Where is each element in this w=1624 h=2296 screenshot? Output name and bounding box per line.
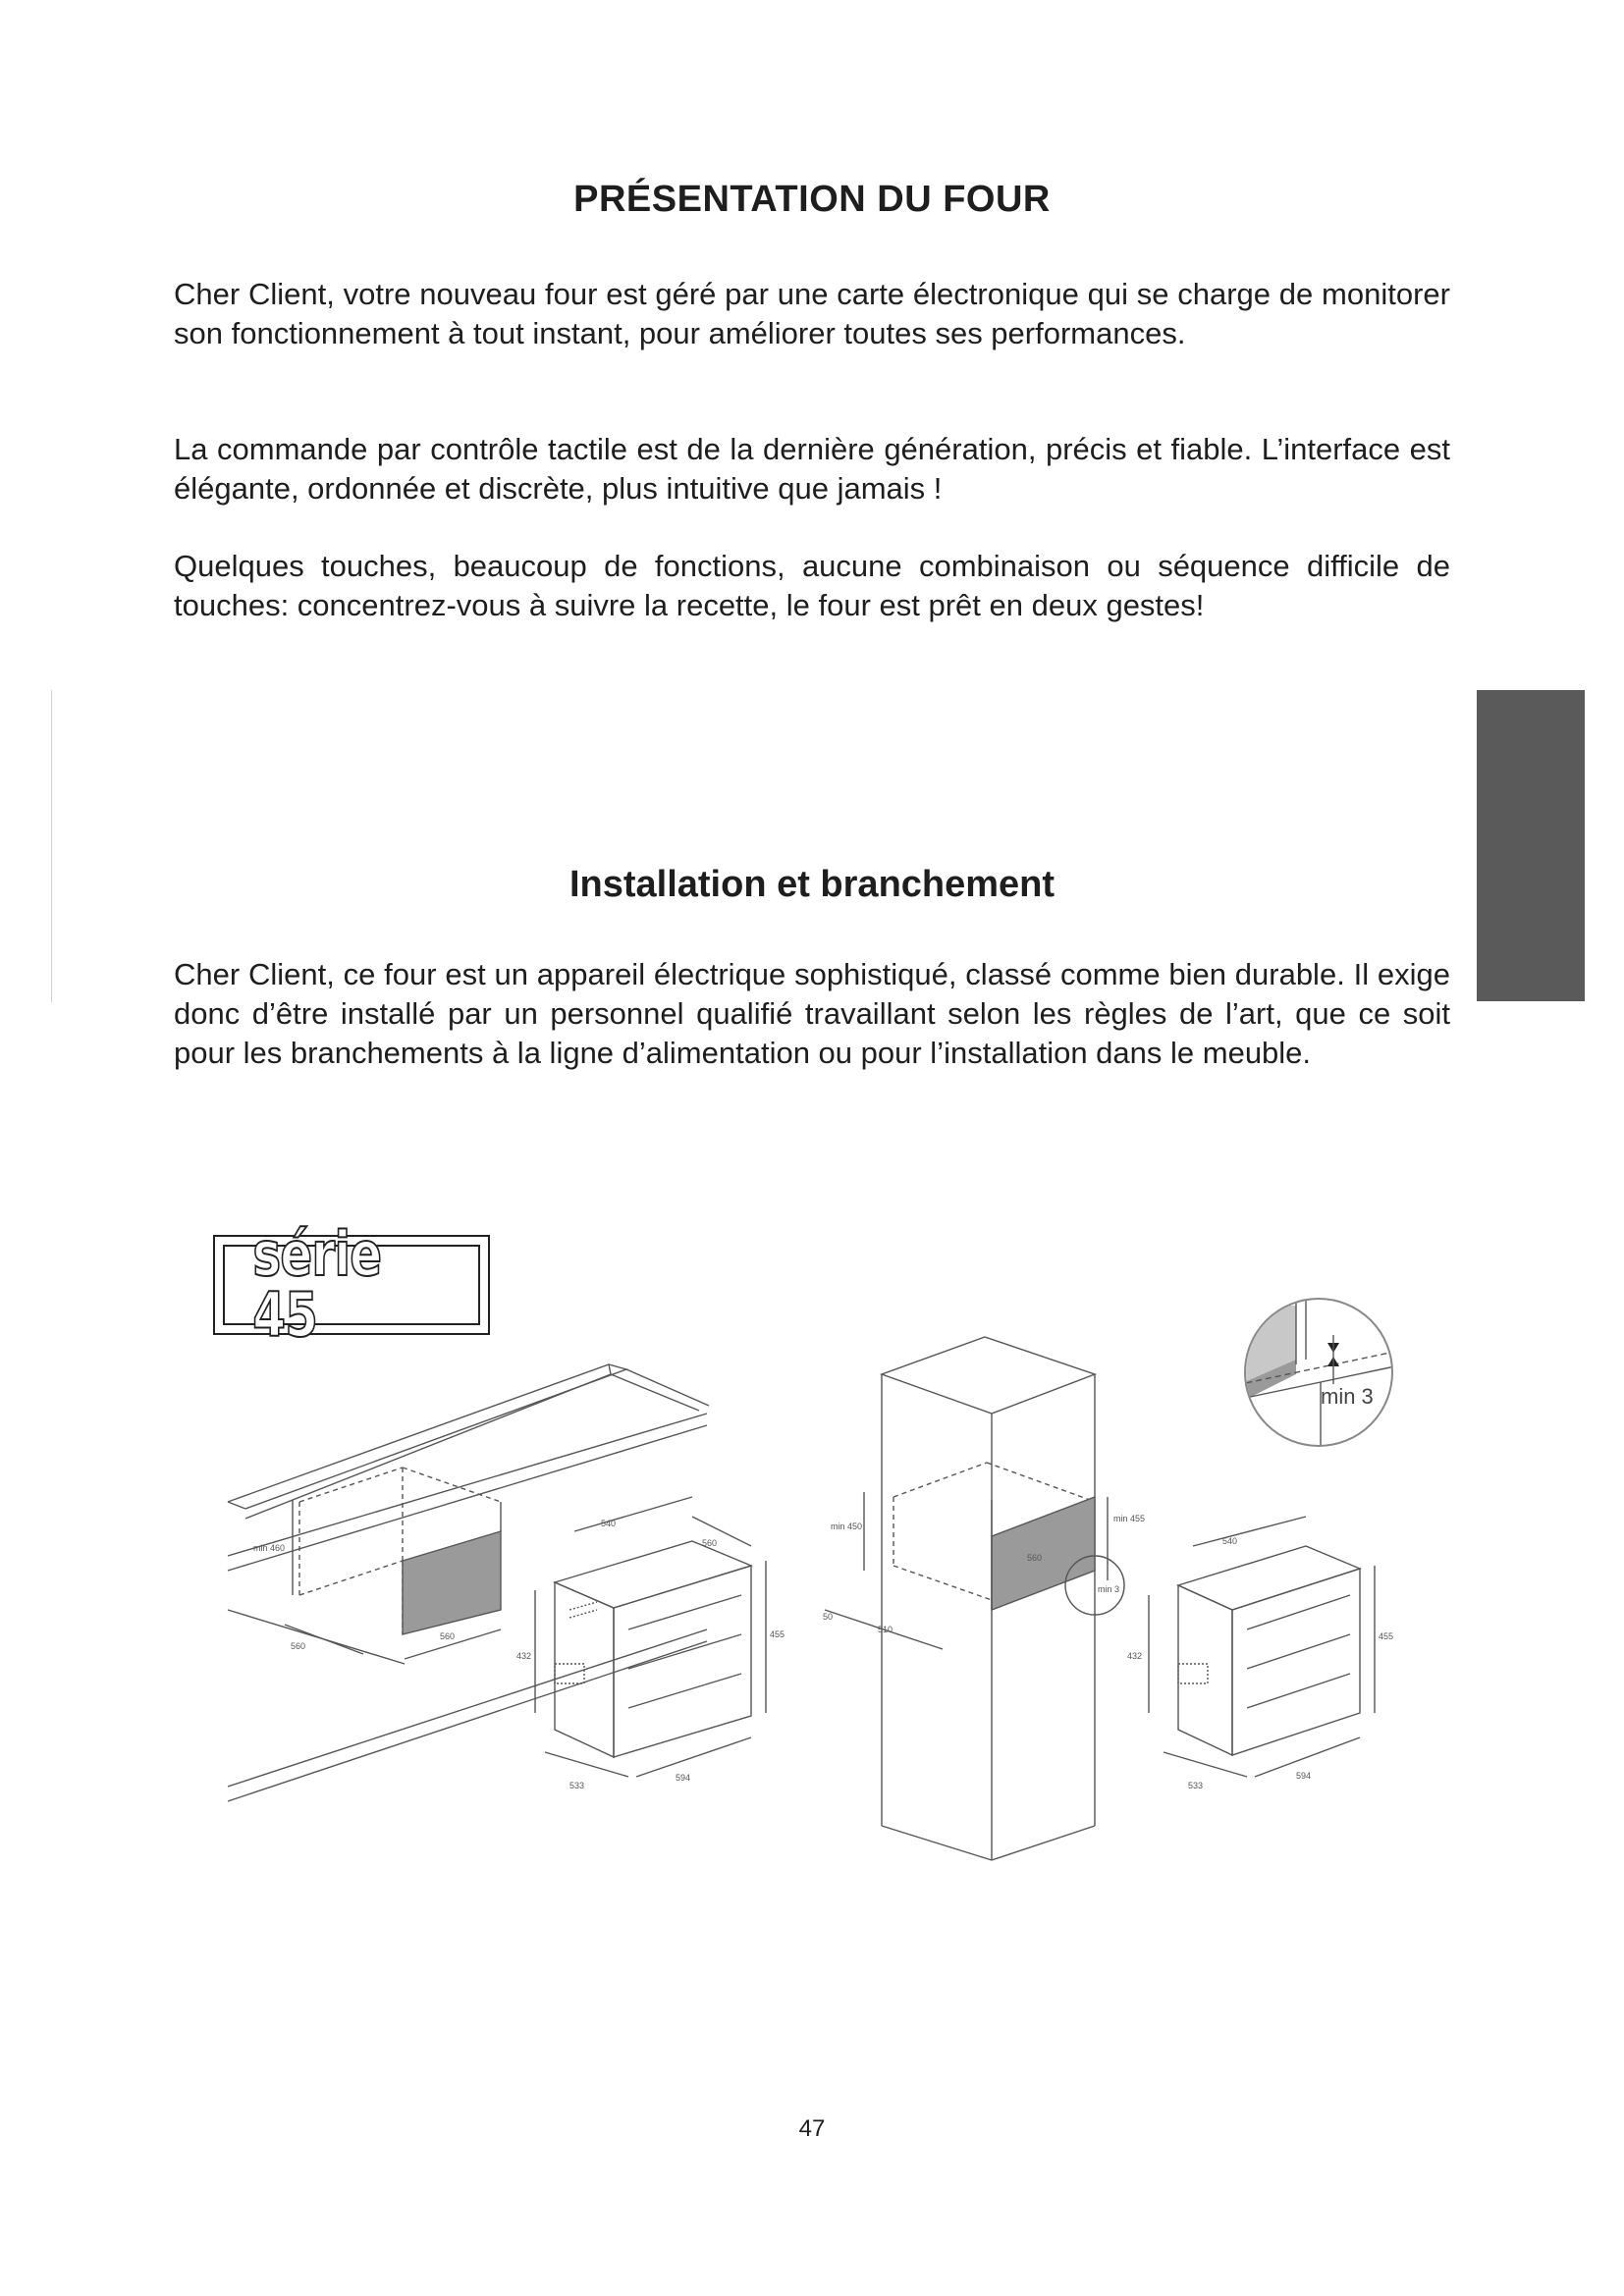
- installation-heading: Installation et branchement: [568, 864, 1056, 905]
- under-counter-drawing: [228, 1364, 785, 1801]
- intro-paragraph-1: Cher Client, votre nouveau four est géré par une carte électronique qui se charge de monitorer son fonctionnement à tout instant, pour améliorer toutes ses performances.: [174, 277, 1450, 350]
- installation-paragraph: Cher Client, ce four est un appareil électrique sophistiqué, classé comme bien durable. Il exige donc d’être installé par un personnel qualifié travaillant selon les règles de l’art, que ce soit pour les branchements à la ligne d’alimentation ou pour l’installation dans le meuble.: [174, 957, 1450, 1070]
- col-oven-dim-bottom-width: 594: [1296, 1771, 1312, 1781]
- col-dim-niche-height: min 450: [831, 1522, 863, 1531]
- dim-depth: 560: [291, 1641, 306, 1651]
- col-oven-dim-bottom-depth: 533: [1188, 1781, 1204, 1790]
- col-dim-depth: 510: [878, 1625, 893, 1634]
- gap-detail: [1218, 1296, 1404, 1453]
- oven-dim-top-width: 560: [702, 1538, 718, 1548]
- oven-dim-height-inner: 432: [516, 1651, 532, 1661]
- oven-dim-top-depth: 540: [601, 1519, 617, 1528]
- series-label: série 45: [252, 1218, 382, 1351]
- col-oven-dim-height-inner: 432: [1127, 1651, 1143, 1661]
- oven-dim-bottom-depth: 533: [569, 1781, 585, 1790]
- col-dim-width: 560: [1027, 1553, 1043, 1563]
- intro-paragraph-3: Quelques touches, beaucoup de fonctions, aucune combinaison ou séquence difficile de touches: concentrez-vous à suivre la recette, le four est prêt en deux gestes!: [174, 549, 1450, 622]
- dim-width: 560: [440, 1631, 456, 1641]
- col-oven-dim-top-depth: 540: [1222, 1536, 1238, 1546]
- col-dim-min-label: min 3: [1098, 1584, 1120, 1594]
- dim-niche-height: min 460: [253, 1543, 286, 1553]
- intro-paragraph-2: La commande par contrôle tactile est de la dernière génération, précis et fiable. L’interface est élégante, ordonnée et discrète, plus intuitive que jamais !: [174, 432, 1450, 506]
- col-dim-niche-height-right: min 455: [1113, 1514, 1146, 1523]
- page-title: PRÉSENTATION DU FOUR: [573, 179, 1051, 220]
- col-dim-gap: 50: [823, 1612, 834, 1622]
- page-number: 47: [798, 2115, 826, 2142]
- oven-dim-bottom-width: 594: [676, 1773, 691, 1783]
- oven-dim-height-outer: 455: [770, 1629, 785, 1639]
- column-drawing: [823, 1337, 1393, 1860]
- col-oven-dim-height-outer: 455: [1379, 1631, 1394, 1641]
- detail-min-label: min 3: [1321, 1384, 1374, 1409]
